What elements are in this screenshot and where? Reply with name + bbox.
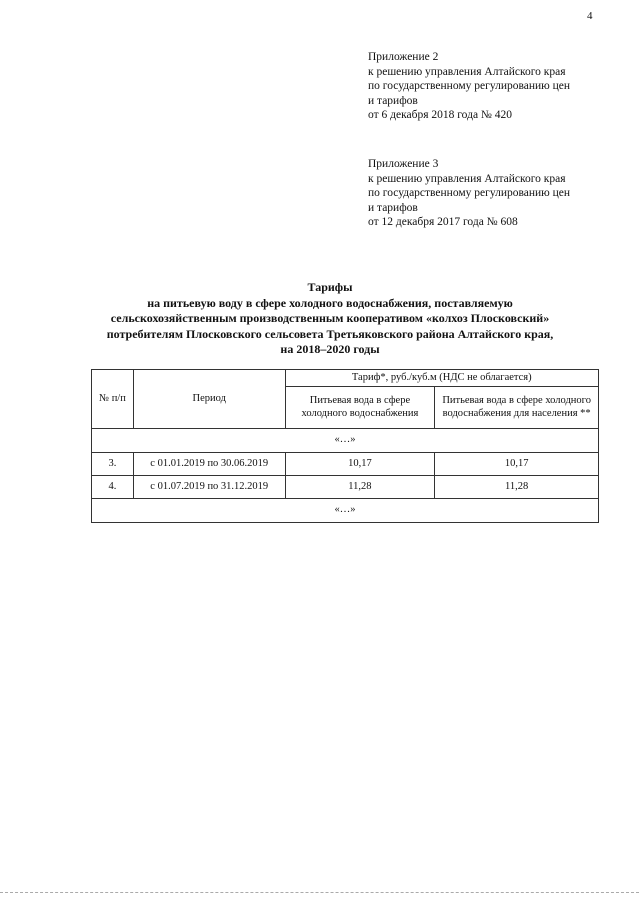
ellipsis-top: «…» — [92, 429, 599, 453]
table-row-ellipsis — [92, 429, 599, 453]
appendix-2-line: и тарифов — [368, 94, 418, 107]
cell-tariff: 10,17 — [285, 453, 435, 476]
table-header-row — [92, 370, 599, 387]
appendix-2-line: по государственному регулированию цен — [368, 80, 571, 92]
ellipsis-bottom: «…» — [92, 499, 599, 523]
appendix-3-title: Приложение 3 — [368, 158, 439, 170]
appendix-2-date: от 6 декабря 2018 года № 420 — [368, 109, 513, 121]
cell-tariff-population: 11,28 — [435, 476, 599, 499]
appendix-3-date: от 12 декабря 2017 года № 608 — [368, 216, 518, 228]
cell-period: с 01.07.2019 по 31.12.2019 — [133, 476, 285, 499]
table-row-ellipsis — [92, 499, 599, 523]
cell-tariff: 11,28 — [285, 476, 435, 499]
cell-number: 3. — [92, 453, 134, 476]
title-line: потребителям Плосковского сельсовета Третьяковского района Алтайского края, — [106, 326, 554, 341]
header-number: № п/п — [92, 370, 134, 429]
tariff-table — [91, 369, 599, 523]
appendix-3-line: по государственному регулированию цен — [368, 187, 571, 199]
appendix-2-title: Приложение 2 — [368, 51, 439, 63]
document-title — [70, 280, 590, 358]
page-bottom-divider — [0, 892, 639, 893]
appendix-3-line: к решению управления Алтайского края — [368, 172, 566, 185]
header-tariff-group: Тариф*, руб./куб.м (НДС не облагается) — [285, 370, 598, 387]
title-line: сельскохозяйственным производственным кооперативом «колхоз Плосковский» — [110, 311, 550, 325]
table-row — [92, 476, 599, 499]
title-years: на 2018–2020 годы — [280, 342, 380, 356]
title-heading: Тарифы — [307, 280, 353, 294]
appendix-3-line: и тарифов — [368, 201, 418, 214]
table-row — [92, 453, 599, 476]
cell-number: 4. — [92, 476, 134, 499]
appendix-2-line: к решению управления Алтайского края — [368, 65, 566, 78]
title-line: на питьевую воду в сфере холодного водоснабжения, поставляемую — [147, 295, 513, 310]
appendix-3-header — [368, 157, 630, 230]
cell-tariff-population: 10,17 — [435, 453, 599, 476]
header-drinking-water-population: Питьевая вода в сфере холодного водоснабжения для населения ** — [435, 387, 599, 429]
page-number: 4 — [587, 10, 593, 22]
appendix-2-header — [368, 50, 630, 123]
cell-period: с 01.01.2019 по 30.06.2019 — [133, 453, 285, 476]
header-drinking-water: Питьевая вода в сфере холодного водоснабжения — [285, 387, 435, 429]
header-period: Период — [133, 370, 285, 429]
